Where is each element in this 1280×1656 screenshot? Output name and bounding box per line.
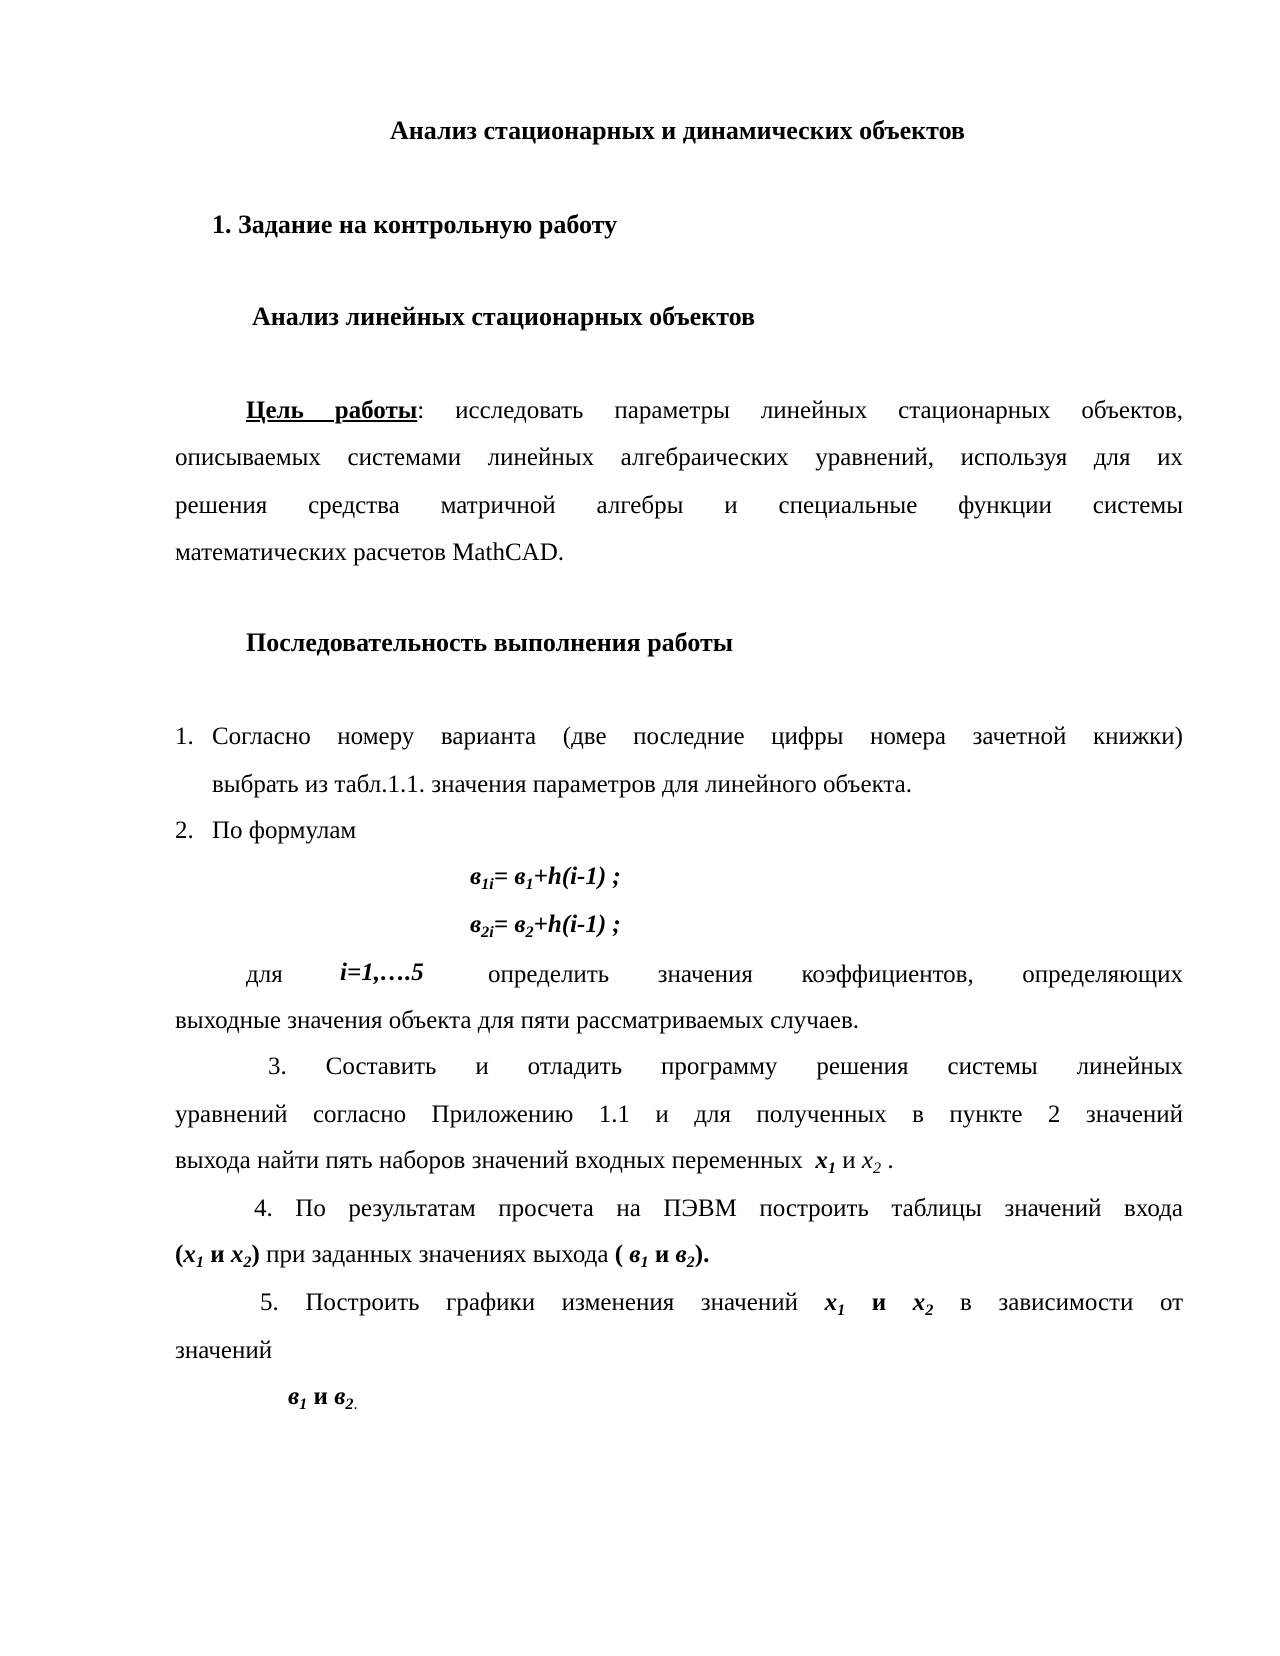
step-4-line-1: 4. По результатам просчета на ПЭВМ построить таблицы значений входа bbox=[254, 1195, 1183, 1222]
document-title: Анализ стационарных и динамических объектов bbox=[390, 116, 965, 145]
step-3-line-1: 3. Составить и отладить программу решения системы линейных bbox=[268, 1053, 1183, 1080]
step-2-number: 2. bbox=[175, 817, 194, 844]
goal-line-4: математических расчетов MathCAD. bbox=[175, 539, 565, 566]
step-5-line-2: значений bbox=[175, 1337, 273, 1364]
for-range: i=1,….5 bbox=[340, 959, 424, 986]
goal-label: Цель работы bbox=[246, 397, 418, 424]
step-1-line-2: выбрать из табл.1.1. значения параметров для линейного объекта. bbox=[212, 771, 912, 798]
goal-line1-text: исследовать параметры линейных стационарных объектов, bbox=[455, 397, 1183, 424]
for-word: для bbox=[246, 961, 283, 988]
goal-colon: : bbox=[417, 397, 425, 424]
step-4-line-2: ($x_1$ и $x_2$) при заданных значениях выхода ( $в_1$ и $в_2$). bbox=[175, 1241, 710, 1271]
formula-2: $в_{2i}= в_2+h(i-1)$ ; bbox=[470, 911, 621, 941]
step-3-line-2: уравнений согласно Приложению 1.1 и для полученных в пункте 2 значений bbox=[175, 1101, 1183, 1128]
step-3-line-3: выхода найти пять наборов значений входных переменных $x_1$ и $x_2$ . bbox=[175, 1147, 894, 1177]
for-line-2: выходные значения объекта для пяти рассматриваемых случаев. bbox=[175, 1007, 860, 1034]
goal-line-3: решения средства матричной алгебры и специальные функции системы bbox=[175, 492, 1183, 519]
step-1-line-1: Согласно номеру варианта (две последние цифры номера зачетной книжки) bbox=[212, 723, 1183, 750]
step-5-line-3: $в_1$ и $в_{2.}$ bbox=[288, 1383, 358, 1413]
step-5-line-1: 5. Построить графики изменения значений $x_1$ и $x_2$ в зависимости от bbox=[260, 1289, 1184, 1319]
formula-1: $в_{1i}= в_1+h(i-1)$ ; bbox=[470, 863, 621, 893]
subsection-heading: Анализ линейных стационарных объектов bbox=[252, 302, 756, 331]
for-rest: определить значения коэффициентов, определяющих bbox=[488, 961, 1183, 988]
section-heading: 1. Задание на контрольную работу bbox=[212, 210, 618, 239]
goal-line-1 bbox=[246, 396, 1183, 426]
sequence-heading: Последовательность выполнения работы bbox=[246, 628, 734, 657]
step-2-line-1: По формулам bbox=[212, 817, 357, 844]
goal-line-2: описываемых системами линейных алгебраических уравнений, используя для их bbox=[175, 444, 1183, 471]
step-1-number: 1. bbox=[175, 723, 194, 750]
